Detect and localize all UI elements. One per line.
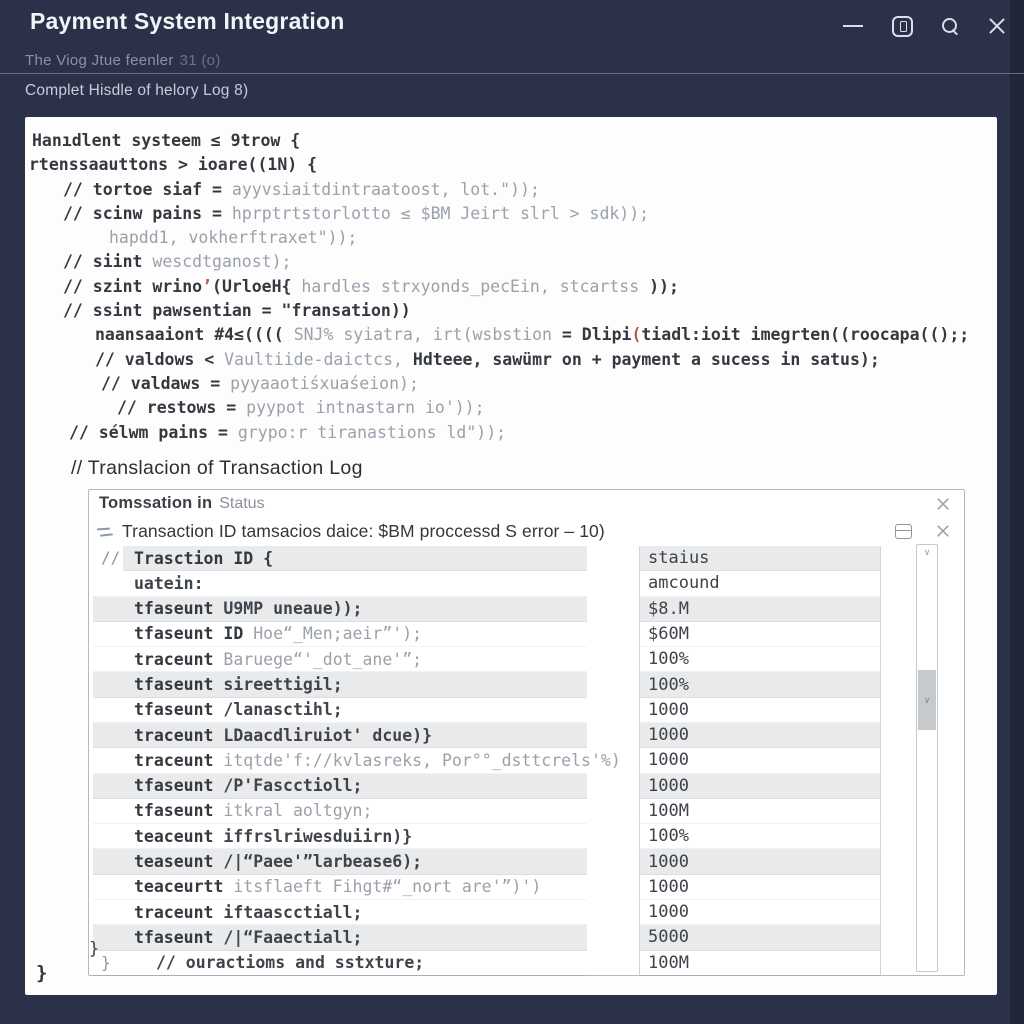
- row-label: traceunt itqtde'f://kvlasreks, Por°°_dsttcrels'%): [93, 748, 587, 773]
- restore-icon[interactable]: [892, 16, 913, 37]
- subtitle-text: The Viog Jtue feenler: [25, 52, 174, 69]
- row-label: Trasction ID {: [123, 546, 587, 571]
- row-label: traceunt Baruege“'_dot_ane'”;: [93, 647, 587, 672]
- row-label: tfaseunt /P'Fascctioll;: [93, 774, 587, 799]
- table-row[interactable]: [89, 546, 964, 571]
- table-row[interactable]: [89, 647, 964, 672]
- table-row[interactable]: [89, 875, 964, 900]
- row-value: 100%: [639, 672, 881, 697]
- row-value: 1000: [639, 849, 881, 874]
- window-subtitle: [25, 52, 221, 69]
- page-title: Payment System Integration: [30, 8, 345, 34]
- code-line: naansaaiont #4≤(((( SNJ% syiatra, irt(wsbstion = Dlipi(tiadl:ioit imegrten((roocapa(();;: [95, 325, 970, 345]
- table-row[interactable]: [89, 849, 964, 874]
- row-label: tfaseunt /lanasctihl;: [93, 698, 587, 723]
- closing-brace-outer: }: [36, 962, 48, 984]
- row-label: traceunt iftaascctiall;: [93, 900, 587, 925]
- search-icon[interactable]: [942, 18, 959, 35]
- scroll-thumb[interactable]: [918, 670, 936, 730]
- code-line: Hanıdlent systeem ≤ 9trow {: [32, 131, 301, 150]
- scrollbar[interactable]: [916, 544, 938, 972]
- closing-brace-inner: }: [89, 939, 100, 959]
- row-value: 1000: [639, 748, 881, 773]
- chevron-down-icon: ∨: [923, 694, 931, 705]
- row-label: teaseunt /|“Paee'”larbease6);: [93, 849, 587, 874]
- row-label: tfaseunt sireettigil;: [93, 672, 587, 697]
- code-line: // szint wrino’(UrloeH{ hardles strxyonds_pecEin, stcartss ));: [63, 276, 679, 296]
- header-divider: [0, 73, 1024, 74]
- log-panel-close-icon[interactable]: [936, 497, 950, 511]
- row-value: $8.M: [639, 597, 881, 622]
- log-subheader-text: Transaction ID tamsacios daice: $BM proccessd S error – 10): [122, 521, 605, 541]
- table-row[interactable]: [89, 672, 964, 697]
- row-value: $60M: [639, 622, 881, 647]
- transaction-log-panel: [88, 489, 965, 976]
- row-value: 1000: [639, 774, 881, 799]
- row-label: traceunt LDaacdliruiot' dcue)}: [93, 723, 587, 748]
- code-line: rtenssaauttons > ioare((1N) {: [29, 155, 318, 175]
- approx-icon: [97, 527, 114, 539]
- window-edge-shade: [1010, 0, 1024, 1024]
- table-row[interactable]: [89, 698, 964, 723]
- code-line: // sélwm pains = grypo:r tiranastions ld"));: [69, 422, 507, 442]
- row-value: 1000: [639, 875, 881, 900]
- table-row[interactable]: [89, 774, 964, 799]
- log-panel-titlebar: [89, 490, 964, 517]
- row-value: 1000: [639, 698, 881, 723]
- card-view-icon[interactable]: [895, 524, 912, 539]
- table-row[interactable]: [89, 900, 964, 925]
- row-label: tfaseunt itkral aoltgyn;: [93, 799, 587, 824]
- code-line: // ssint pawsentian = "fransation)): [63, 301, 411, 321]
- row-value: amcound: [639, 571, 881, 596]
- table-row[interactable]: [89, 597, 964, 622]
- code-block: [25, 129, 997, 481]
- row-label: uatein:: [93, 571, 587, 596]
- row-value: 100%: [639, 647, 881, 672]
- table-row[interactable]: [89, 748, 964, 773]
- code-line: // restows = pyypot intnastarn io'));: [117, 398, 485, 418]
- close-icon[interactable]: [988, 17, 1006, 35]
- subtitle-suffix: 31 (o): [179, 52, 221, 69]
- row-value: 100M: [639, 951, 881, 976]
- row-label: // ouractioms and sstxture;: [93, 951, 587, 976]
- table-row[interactable]: [89, 723, 964, 748]
- row-label: tfaseunt U9MP uneaue));: [93, 597, 587, 622]
- table-row[interactable]: [89, 799, 964, 824]
- row-prefix: }: [101, 952, 111, 972]
- row-value: 100%: [639, 824, 881, 849]
- code-comment-heading: // Translacion of Transaction Log: [71, 456, 363, 479]
- row-label: tfaseunt /|“Faaectiall;: [93, 925, 587, 950]
- row-label: tfaseunt ID Hoe“_Men;aeir”');: [93, 622, 587, 647]
- row-value: 1000: [639, 900, 881, 925]
- table-row[interactable]: [89, 571, 964, 596]
- log-rows: [89, 546, 964, 976]
- row-value: 1000: [639, 723, 881, 748]
- table-row[interactable]: [89, 925, 964, 950]
- log-panel-title: Tomssation in: [99, 494, 213, 512]
- code-panel: [25, 117, 997, 995]
- row-value: 5000: [639, 925, 881, 950]
- section-heading: Complet Hisdle of helory Log 8): [25, 82, 249, 99]
- code-line: hapdd1, vokherftraxet"));: [109, 228, 358, 248]
- row-value: 100M: [639, 799, 881, 824]
- row-label: teaceunt iffrslriwesduiirn)}: [93, 824, 587, 849]
- row-prefix: //: [101, 548, 121, 567]
- code-line: // valdaws = pyyaaotiśxuaśeion);: [101, 373, 419, 393]
- code-line: // tortoe siaf = ayyvsiaitdintraatoost, lot."));: [63, 179, 540, 199]
- code-line: // siint wescdtganost);: [63, 252, 292, 272]
- row-value: staius: [639, 546, 881, 571]
- row-label: teaceurtt itsflaeft Fihgt#“_nort are'”)'): [93, 875, 587, 900]
- code-line: // valdows < Vaultiide-daictcs, Hdteee, sawümr on + payment a sucess in satus);: [95, 349, 880, 369]
- table-row[interactable]: [89, 824, 964, 849]
- table-row[interactable]: [89, 951, 964, 976]
- log-panel-title-status: Status: [219, 494, 265, 512]
- minimize-icon[interactable]: [843, 25, 863, 27]
- window-controls: [843, 12, 1006, 40]
- log-subheader-close-icon[interactable]: [936, 524, 950, 538]
- log-subheader: [89, 517, 964, 546]
- code-line: // scinw pains = hprptrtstorlotto ≤ $BM Jeirt slrl > sdk));: [63, 203, 650, 223]
- scroll-up-icon[interactable]: ∨: [923, 547, 931, 557]
- table-row[interactable]: [89, 622, 964, 647]
